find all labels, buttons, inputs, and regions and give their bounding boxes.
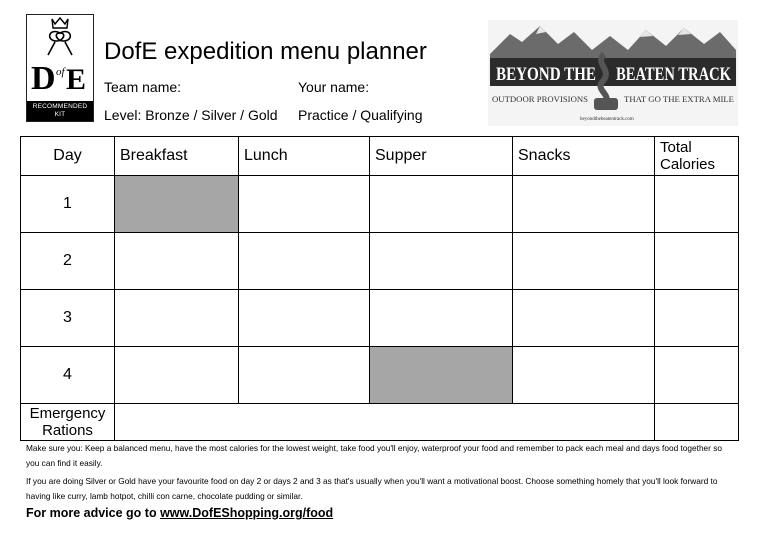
breakfast-cell[interactable] — [115, 233, 239, 290]
table-header-row — [21, 137, 739, 176]
day-number: 2 — [21, 233, 115, 290]
snacks-cell[interactable] — [513, 290, 655, 347]
dofe-crest-icon — [27, 15, 93, 101]
table-row — [21, 290, 739, 347]
total-calories-cell[interactable] — [655, 176, 739, 233]
breakfast-cell[interactable] — [115, 290, 239, 347]
advice-link[interactable]: www.DofEShopping.org/food — [160, 506, 334, 520]
table-row — [21, 347, 739, 404]
your-name-label: Your name: — [298, 79, 370, 95]
lunch-cell[interactable] — [239, 233, 370, 290]
day-number: 1 — [21, 176, 115, 233]
menu-planner-table — [20, 136, 739, 441]
svg-text:E: E — [66, 63, 87, 96]
header-breakfast: Breakfast — [115, 137, 239, 176]
supper-cell[interactable] — [370, 233, 513, 290]
table-row — [21, 233, 739, 290]
emergency-calories-cell[interactable] — [655, 404, 739, 441]
header-supper: Supper — [370, 137, 513, 176]
breakfast-cell[interactable] — [115, 176, 239, 233]
note-balanced-menu: Make sure you: Keep a balanced menu, have the most calories for the lowest weight, take food you'll enjoy, waterproof your food and remember to pack each meal and days food together so you can find it easily. — [26, 443, 723, 468]
supper-cell[interactable] — [370, 176, 513, 233]
practice-label: Practice / Qualifying — [298, 107, 423, 123]
breakfast-cell[interactable] — [115, 347, 239, 404]
lunch-cell[interactable] — [239, 290, 370, 347]
svg-text:of: of — [56, 66, 65, 78]
total-calories-cell[interactable] — [655, 347, 739, 404]
beyond-the-beaten-track-logo — [488, 20, 738, 126]
total-calories-cell[interactable] — [655, 233, 739, 290]
emergency-rations-cell[interactable] — [115, 404, 655, 441]
advice-line — [26, 506, 333, 520]
emergency-rations-label: Emergency Rations — [21, 404, 115, 441]
brand-left-tag: OUTDOOR PROVISIONS — [492, 95, 588, 104]
table-row — [21, 176, 739, 233]
day-number: 3 — [21, 290, 115, 347]
level-label: Level: Bronze / Silver / Gold — [104, 107, 278, 123]
emergency-rations-row — [21, 404, 739, 441]
note-favourite-food: If you are doing Silver or Gold have your favourite food on day 2 or days 2 and 3 as that's usually when you'll want a motivational boost. Choose something homely that you'll look forward to having like curry, lamb hotpot, chilli con carne, chocolate pudding or similar. — [26, 476, 718, 501]
brand-name-right: BEATEN TRACK — [616, 64, 732, 85]
header-day: Day — [21, 137, 115, 176]
advice-prefix: For more advice go to — [26, 506, 161, 520]
supper-cell[interactable] — [370, 347, 513, 404]
svg-text:D: D — [31, 60, 56, 97]
brand-url: beyondthebeatentrack.com — [580, 117, 634, 122]
supper-cell[interactable] — [370, 290, 513, 347]
brand-right-tag: THAT GO THE EXTRA MILE — [624, 95, 735, 104]
recommended-kit-label: RECOMMENDED KIT — [27, 101, 93, 121]
brand-name-left: BEYOND THE — [496, 64, 596, 85]
dofe-logo — [26, 14, 94, 122]
header-total-calories: Total Calories — [655, 137, 739, 176]
snacks-cell[interactable] — [513, 176, 655, 233]
day-number: 4 — [21, 347, 115, 404]
snacks-cell[interactable] — [513, 347, 655, 404]
lunch-cell[interactable] — [239, 347, 370, 404]
total-calories-cell[interactable] — [655, 290, 739, 347]
snacks-cell[interactable] — [513, 233, 655, 290]
page-title: DofE expedition menu planner — [104, 38, 427, 65]
team-name-label: Team name: — [104, 79, 182, 95]
header-lunch: Lunch — [239, 137, 370, 176]
lunch-cell[interactable] — [239, 176, 370, 233]
header-snacks: Snacks — [513, 137, 655, 176]
